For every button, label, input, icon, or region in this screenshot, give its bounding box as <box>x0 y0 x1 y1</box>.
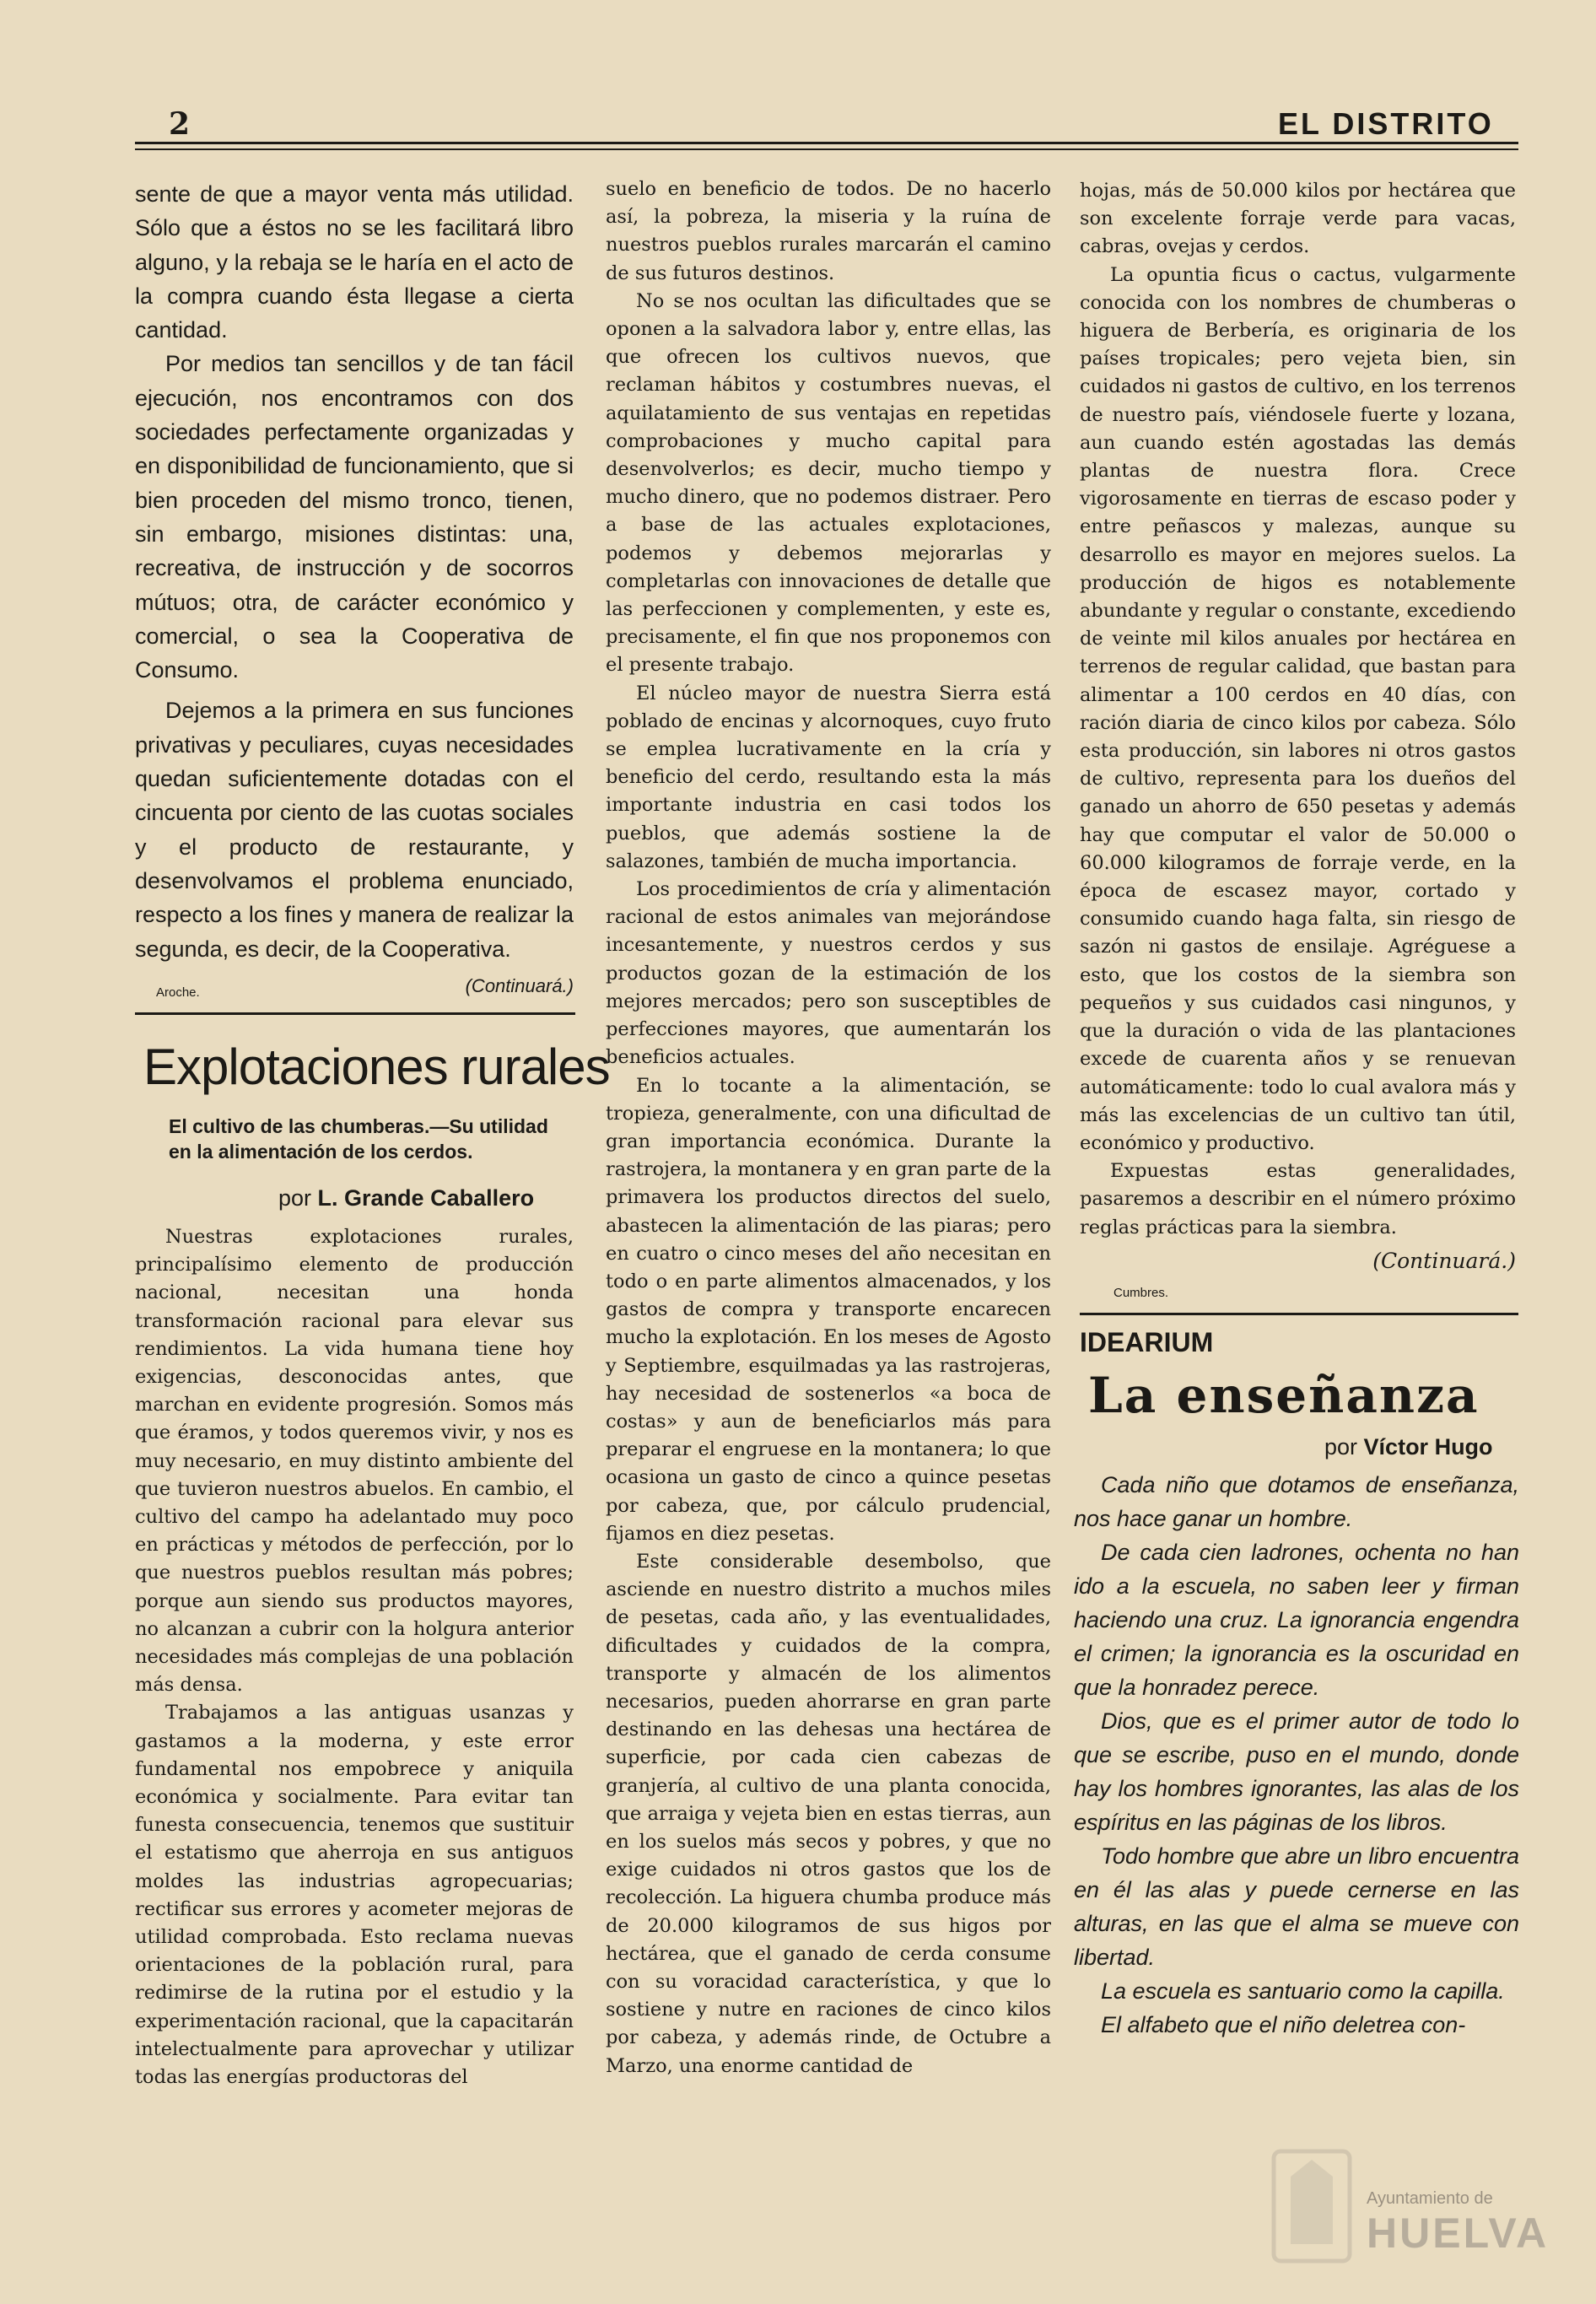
idearium-byline <box>1324 1434 1493 1460</box>
paragraph: Expuestas estas generalidades, pasaremos a describir en el número próximo reglas prácticas para la siembra. <box>1080 1160 1516 1238</box>
paragraph: suelo en beneficio de todos. De no hacerlo así, la pobreza, la miseria y la ruína de nuestros pueblos rurales marcarán el camino de sus futuros destinos. <box>606 178 1051 284</box>
section-rule <box>135 1012 575 1015</box>
idearium-column <box>1074 1468 1519 2042</box>
paragraph: No se nos ocultan las dificultades que se oponen a la salvadora labor y, entre ellas, las que ofrecen los cultivos nuevos, que reclaman hábitos y costumbres nuevas, el aquilatamiento de sus ventajas en repetidas comprobaciones y mucho capital para desenvolverlos; es decir, mucho tiempo y mucho dinero, que no podemos distraer. Pero a base de las actuales explotaciones, podemos y debemos mejorarlas y completarlas con innovaciones de detalle que las perfeccionen y complementen, y este es, precisamente, el fin que nos proponemos con el presente trabajo. <box>606 289 1051 677</box>
paragraph: De cada cien ladrones, ochenta no han ido a la escuela, no saben leer y firman haciendo una cruz. La ignorancia engendra el crimen; la ignorancia es la oscuridad en que la honradez perece. <box>1074 1540 1519 1700</box>
paragraph: El núcleo mayor de nuestra Sierra está poblado de encinas y alcornoques, cuyo fruto se emplea lucrativamente en la cría y beneficio del cerdo, resultando esta la más importante industria en casi todos los pueblos, que además sostiene la de salazones, también de mucha importancia. <box>606 682 1051 872</box>
paragraph: Nuestras explotaciones rurales, principalísimo elemento de producción nacional, necesitan una honda transformación racional para elevar sus rendimientos. La vida humana tiene hoy exigencias, desconocidas antes, que marchan en evidente progresión. Somos más que éramos, y todos queremos vivir, y nos es muy necesario, en muy distinto ambiente del que tuvieron nuestros abuelos. En cambio, el cultivo del campo ha adelantado muy poco en prácticas y métodos de perfección, por lo que nuestros pueblos resultan más pobres; porque aun siendo sus productos mayores, no alcanzan a cubrir con la holgura anterior necesidades más complejas de una población más densa. <box>135 1226 574 1697</box>
section-rule <box>1080 1313 1518 1315</box>
paragraph: La escuela es santuario como la capilla. <box>1101 1978 1505 2004</box>
byline-prefix: por <box>278 1185 312 1211</box>
paragraph: En lo tocante a la alimentación, se tropieza, generalmente, con una dificultad de gran importancia económica. Durante la rastrojera, la montanera y en gran parte de la primavera los productos directos del suelo, abastecen la alimentación de las piaras; pero en cuatro o cinco meses del año necesitan en todo o en parte alimentos almacenados, y los gastos de compra y transporte encarecen mucho la explotación. En los meses de Agosto y Septiembre, esquilmadas ya las rastrojeras, hay necesidad de sostenerlos «a boca de costas» y aun de beneficiarlos más para preparar el engruese en la montanera; lo que ocasiona un gasto de cinco a quince pesetas por cabeza, que, por cálculo prudencial, fijamos en diez pesetas. <box>606 1074 1051 1545</box>
continued-note: (Continuará.) <box>1372 1248 1516 1273</box>
article-column-3 <box>1080 177 1516 1275</box>
author-name: L. Grande Caballero <box>317 1185 535 1211</box>
idearium-title: La enseñanza <box>1088 1367 1480 1424</box>
author-name: Víctor Hugo <box>1363 1434 1493 1460</box>
continued-note: (Continuará.) <box>465 974 574 996</box>
paragraph: El alfabeto que el niño deletrea con- <box>1101 2012 1466 2037</box>
paragraph: Dios, que es el primer autor de todo lo que se escribe, puso en el mundo, donde hay los hombres ignorantes, las alas de los espíritus en las páginas de los libros. <box>1074 1708 1519 1835</box>
watermark-line-1: Ayuntamiento de <box>1367 2189 1493 2208</box>
header-rule-bottom <box>135 148 1518 150</box>
paragraph: Todo hombre que abre un libro encuentra en él las alas y puede cernerse en las alturas, en las que el alma se mueve con libertad. <box>1074 1843 1519 1970</box>
paragraph: Los procedimientos de cría y alimentación racional de estos animales van mejorándose incesantemente, y nuestros cerdos y sus productos gozan de la estimación de los mejores mercados; pero son susceptibles de perfecciones mayores, que aumentarán los beneficios actuales. <box>606 878 1051 1069</box>
article-byline <box>278 1185 534 1211</box>
column-1-continuation <box>135 177 574 1003</box>
page-number: 2 <box>169 106 191 142</box>
article-title: Explotaciones rurales <box>143 1039 610 1095</box>
header-rule-top <box>135 142 1518 144</box>
paragraph: Trabajamos a las antiguas usanzas y gastamos a la moderna, y este error fundamental nos empobrece y aniquila económica y socialmente. Para evitar tan funesta consecuencia, tenemos que sustituir el estatismo que aherroja en sus antiguos moldes las industrias agropecuarias; rectificar sus errores y acometer mejoras de utilidad comprobada. Esto reclama nuevas orientaciones de la población rural, para redimirse de la rutina por el estudio y la experimentación racional, que la capacitarán intelectualmente para aprovechar y utilizar todas las energías productoras del <box>135 1702 574 2089</box>
article-subtitle: El cultivo de las chumberas.—Su utilidad en la alimentación de los cerdos. <box>169 1115 548 1163</box>
section-label: IDEARIUM <box>1080 1327 1214 1357</box>
signature: Aroche. <box>156 985 200 1000</box>
paragraph: sente de que a mayor venta más utilidad. Sólo que a éstos no se les facilitará libro alguno, y la rebaja se le haría en el acto de la compra cuando ésta llegase a cierta cantidad. <box>135 181 574 343</box>
byline-prefix: por <box>1324 1434 1358 1460</box>
article-column-1 <box>135 1223 574 2091</box>
paragraph: La opuntia ficus o cactus, vulgarmente conocida con los nombres de chumberas o higuera de Berbería, es originaria de los países tropicales; pero vejeta bien, sin cuidados ni gastos de cultivo, en los terrenos de nuestro país, viéndosele fuerte y lozana, aun cuando estén agostadas las demás plantas de nuestra flora. Crece vigorosamente en tierras de escaso poder y entre peñascos y malezas, aunque su desarrollo es mayor en mejores suelos. La producción de higos es notablemente abundante y regular o constante, excediendo de veinte mil kilos anuales por hectárea en terrenos de regular calidad, que bastan para alimentar a 100 cerdos en 40 días, con ración diaria de cinco kilos por cabeza. Sólo esta producción, sin labores ni otros gastos de cultivo, representa para los dueños del ganado un ahorro de 650 pesetas y además hay que computar el valor de 50.000 o 60.000 kilogramos de forraje verde, en la época de escasez mayor, cortado y consumido cuando haga falta, sin riesgo de sazón ni gastos de ensilaje. Agréguese a esto, que los costos de la siembra son pequeños y sus cuidados casi ningunos, y que la duración o vida de las plantaciones excede de cuarenta años y se renuevan automáticamente: todo lo cual avalora más y más las excelencias de un cultivo tan útil, económico y productivo. <box>1080 263 1516 1154</box>
article-column-2 <box>606 175 1051 2080</box>
watermark-line-2: HUELVA <box>1367 2210 1550 2257</box>
paragraph: Cada niño que dotamos de enseñanza, nos hace ganar un hombre. <box>1074 1472 1519 1531</box>
paragraph: hojas, más de 50.000 kilos por hectárea que son excelente forraje verde para vacas, cabras, ovejas y cerdos. <box>1080 180 1516 258</box>
signature: Cumbres. <box>1113 1286 1169 1300</box>
paragraph: Por medios tan sencillos y de tan fácil ejecución, nos encontramos con dos sociedades perfectamente organizadas y en disponibilidad de funcionamiento, que si bien proceden del mismo tronco, tienen, sin embargo, misiones distintas: una, recreativa, de instrucción y de socorros mútuos; otra, de carácter económico y comercial, o sea la Cooperativa de Consumo. <box>135 351 574 683</box>
newspaper-title: EL DISTRITO <box>1278 106 1494 141</box>
paragraph: Dejemos a la primera en sus funciones privativas y peculiares, cuyas necesidades quedan suficientemente dotadas con el cincuenta por ciento de las cuotas sociales y el producto de restaurante, y desenvolvamos el problema enunciado, respecto a los fines y manera de realizar la segunda, es decir, de la Cooperativa. <box>135 698 574 962</box>
paragraph: Este considerable desembolso, que asciende en nuestro distrito a muchos miles de pesetas, cada año, y las eventualidades, dificultades y cuidados de la compra, transporte y almacén de los alimentos necesarios, pueden ahorrarse en gran parte destinando en las dehesas una hectárea de superficie, por cada cien cabezas de granjería, al cultivo de una planta conocida, que arraiga y vejeta bien en estas tierras, aun en los suelos más secos y pobres, y que no exige cuidados ni otros gastos que los de recolección. La higuera chumba produce más de 20.000 kilogramos de sus higos por hectárea, que el ganado de cerda consume con su voracidad característica, y que lo sostiene y nutre en raciones de cinco kilos por cabeza, y además rinde, de Octubre a Marzo, una enorme cantidad de <box>606 1550 1051 2077</box>
